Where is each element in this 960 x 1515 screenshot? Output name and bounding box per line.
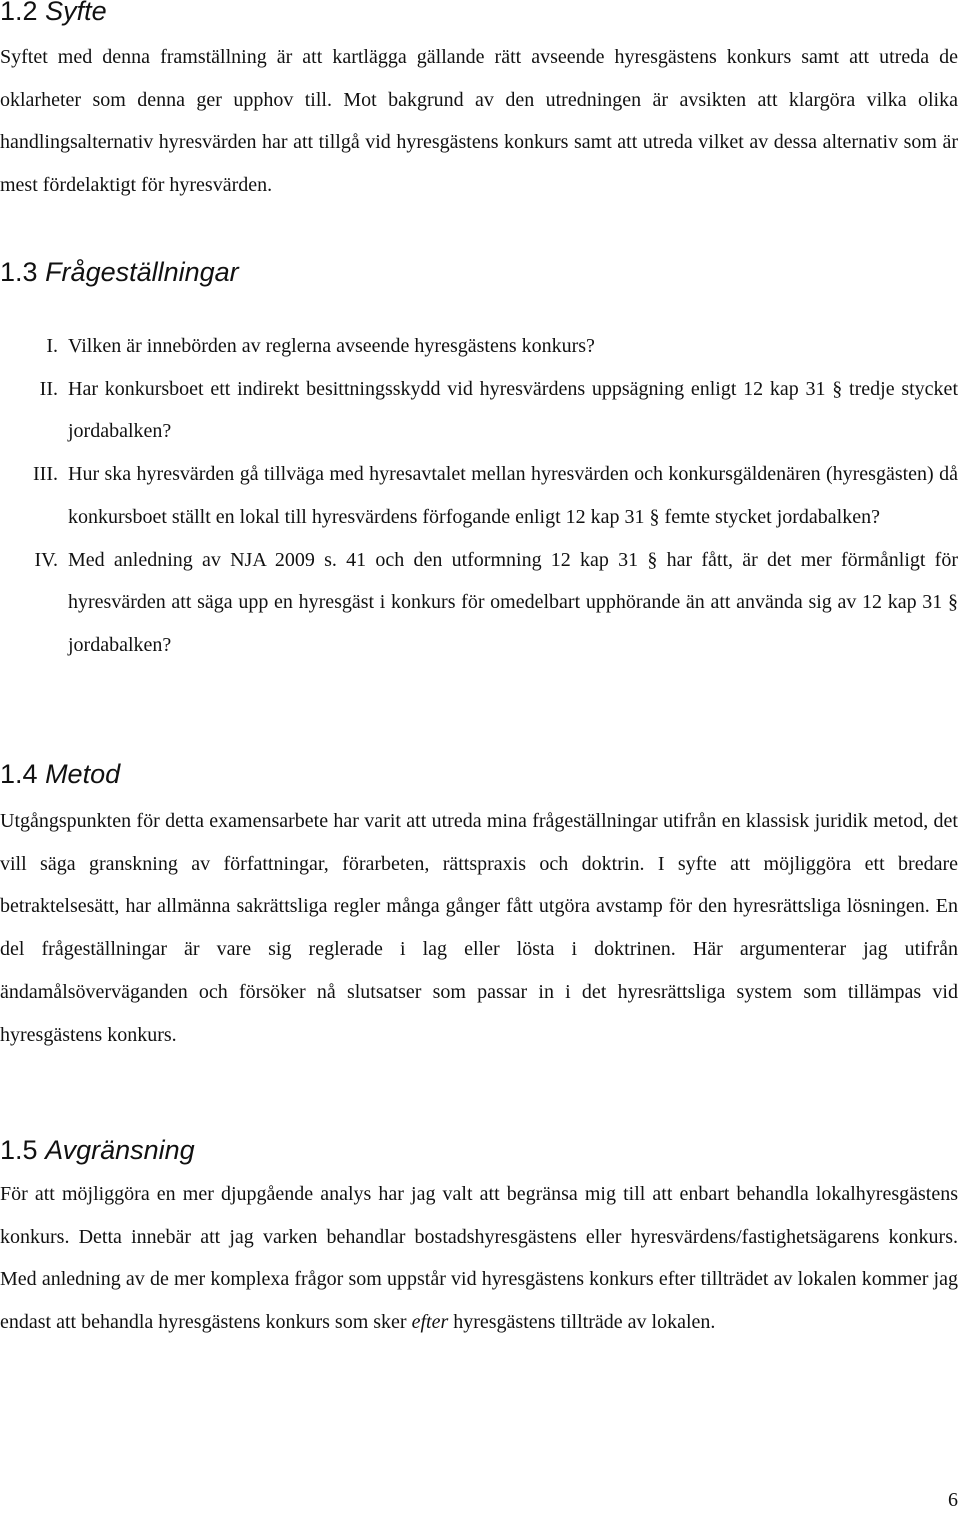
list-item: [0, 325, 958, 368]
list-item-number: III.: [33, 463, 58, 486]
avgransning-emphasis: efter: [411, 1311, 449, 1334]
list-item-number: IV.: [34, 548, 58, 571]
list-item-text: Har konkursboet ett indirekt besittningsskydd vid hyresvärdens uppsägning enligt 12 kap 31 § tredje stycket jordabalken?: [68, 377, 958, 443]
metod-paragraph: Utgångspunkten för detta examensarbete har varit att utreda mina frågeställningar utifrån en klassisk juridik metod, det vill säga granskning av författningar, förarbeten, rättspraxis och doktrin. I syfte att möjliggöra ett bredare betraktelsesätt, har allmänna sakrättsliga regler många gånger fått utgöra avstamp för den hyresrättsliga lösningen. En del frågeställningar är vare sig reglerade i lag eller lösta i doktrinen. Här argumenterar jag utifrån ändamålsöverväganden och försöker nå slutsatser som passar in i det hyresrättsliga system som tillämpas vid hyresgästens konkurs.: [0, 810, 958, 1046]
list-item-text: Med anledning av NJA 2009 s. 41 och den utformning 12 kap 31 § har fått, är det mer förmånligt för hyresvärden att säga upp en hyresgäst i konkurs för omedelbart upphörande än att använda sig av 12 kap 31 § jordabalken?: [68, 548, 958, 656]
section-title: Avgränsning: [45, 1135, 195, 1165]
section-heading-metod: [0, 757, 120, 791]
page-number: 6: [948, 1489, 958, 1511]
list-item-number: II.: [39, 377, 58, 400]
list-item-text: Vilken är innebörden av reglerna avseende hyresgästens konkurs?: [68, 335, 595, 357]
list-item: [0, 368, 958, 453]
list-item: [0, 539, 958, 667]
section-heading-fragestallningar: [0, 255, 239, 289]
avgransning-text-before: För att möjliggöra en mer djupgående analys har jag valt att begränsa mig till att enbart behandla lokalhyresgästens konkurs. Detta innebär att jag varken behandlar bostadshyresgästens eller hyresvärdens/fastighetsägarens konkurs. Med anledning av de mer komplexa frågor som uppstår vid hyresgästens konkurs efter tillträdet av lokalen kommer jag endast att behandla hyresgästens konkurs som sker: [0, 1183, 958, 1334]
list-item-text: Hur ska hyresvärden gå tillväga med hyresavtalet mellan hyresvärden och konkursgäldenären (hyresgästen) då konkursboet ställt en lokal till hyresvärdens förfogande enligt 12 kap 31 § femte stycket jordabalken?: [68, 463, 958, 528]
section-number: 1.4: [0, 759, 38, 789]
list-item: [0, 453, 958, 538]
list-item-number: I.: [46, 335, 58, 357]
section-number: 1.3: [0, 257, 38, 287]
section-title: Frågeställningar: [45, 257, 239, 287]
avgransning-paragraph: [0, 1173, 958, 1344]
section-heading-avgransning: [0, 1133, 195, 1167]
syfte-paragraph: Syftet med denna framställning är att kartlägga gällande rätt avseende hyresgästens konkurs samt att utreda de oklarheter som denna ger upphov till. Mot bakgrund av den utredningen är avsikten att klargöra vilka olika handlingsalternativ hyresvärden har att tillgå vid hyresgästens konkurs samt att utreda vilket av dessa alternativ som är mest fördelaktigt för hyresvärden.: [0, 46, 958, 197]
question-list: [0, 325, 958, 667]
section-number: 1.5: [0, 1135, 38, 1165]
section-number: 1.2: [0, 0, 38, 26]
section-heading-syfte: [0, 0, 107, 28]
section-title: Metod: [45, 759, 121, 789]
avgransning-text-after: hyresgästens tillträde av lokalen.: [448, 1311, 716, 1334]
section-title: Syfte: [45, 0, 107, 26]
